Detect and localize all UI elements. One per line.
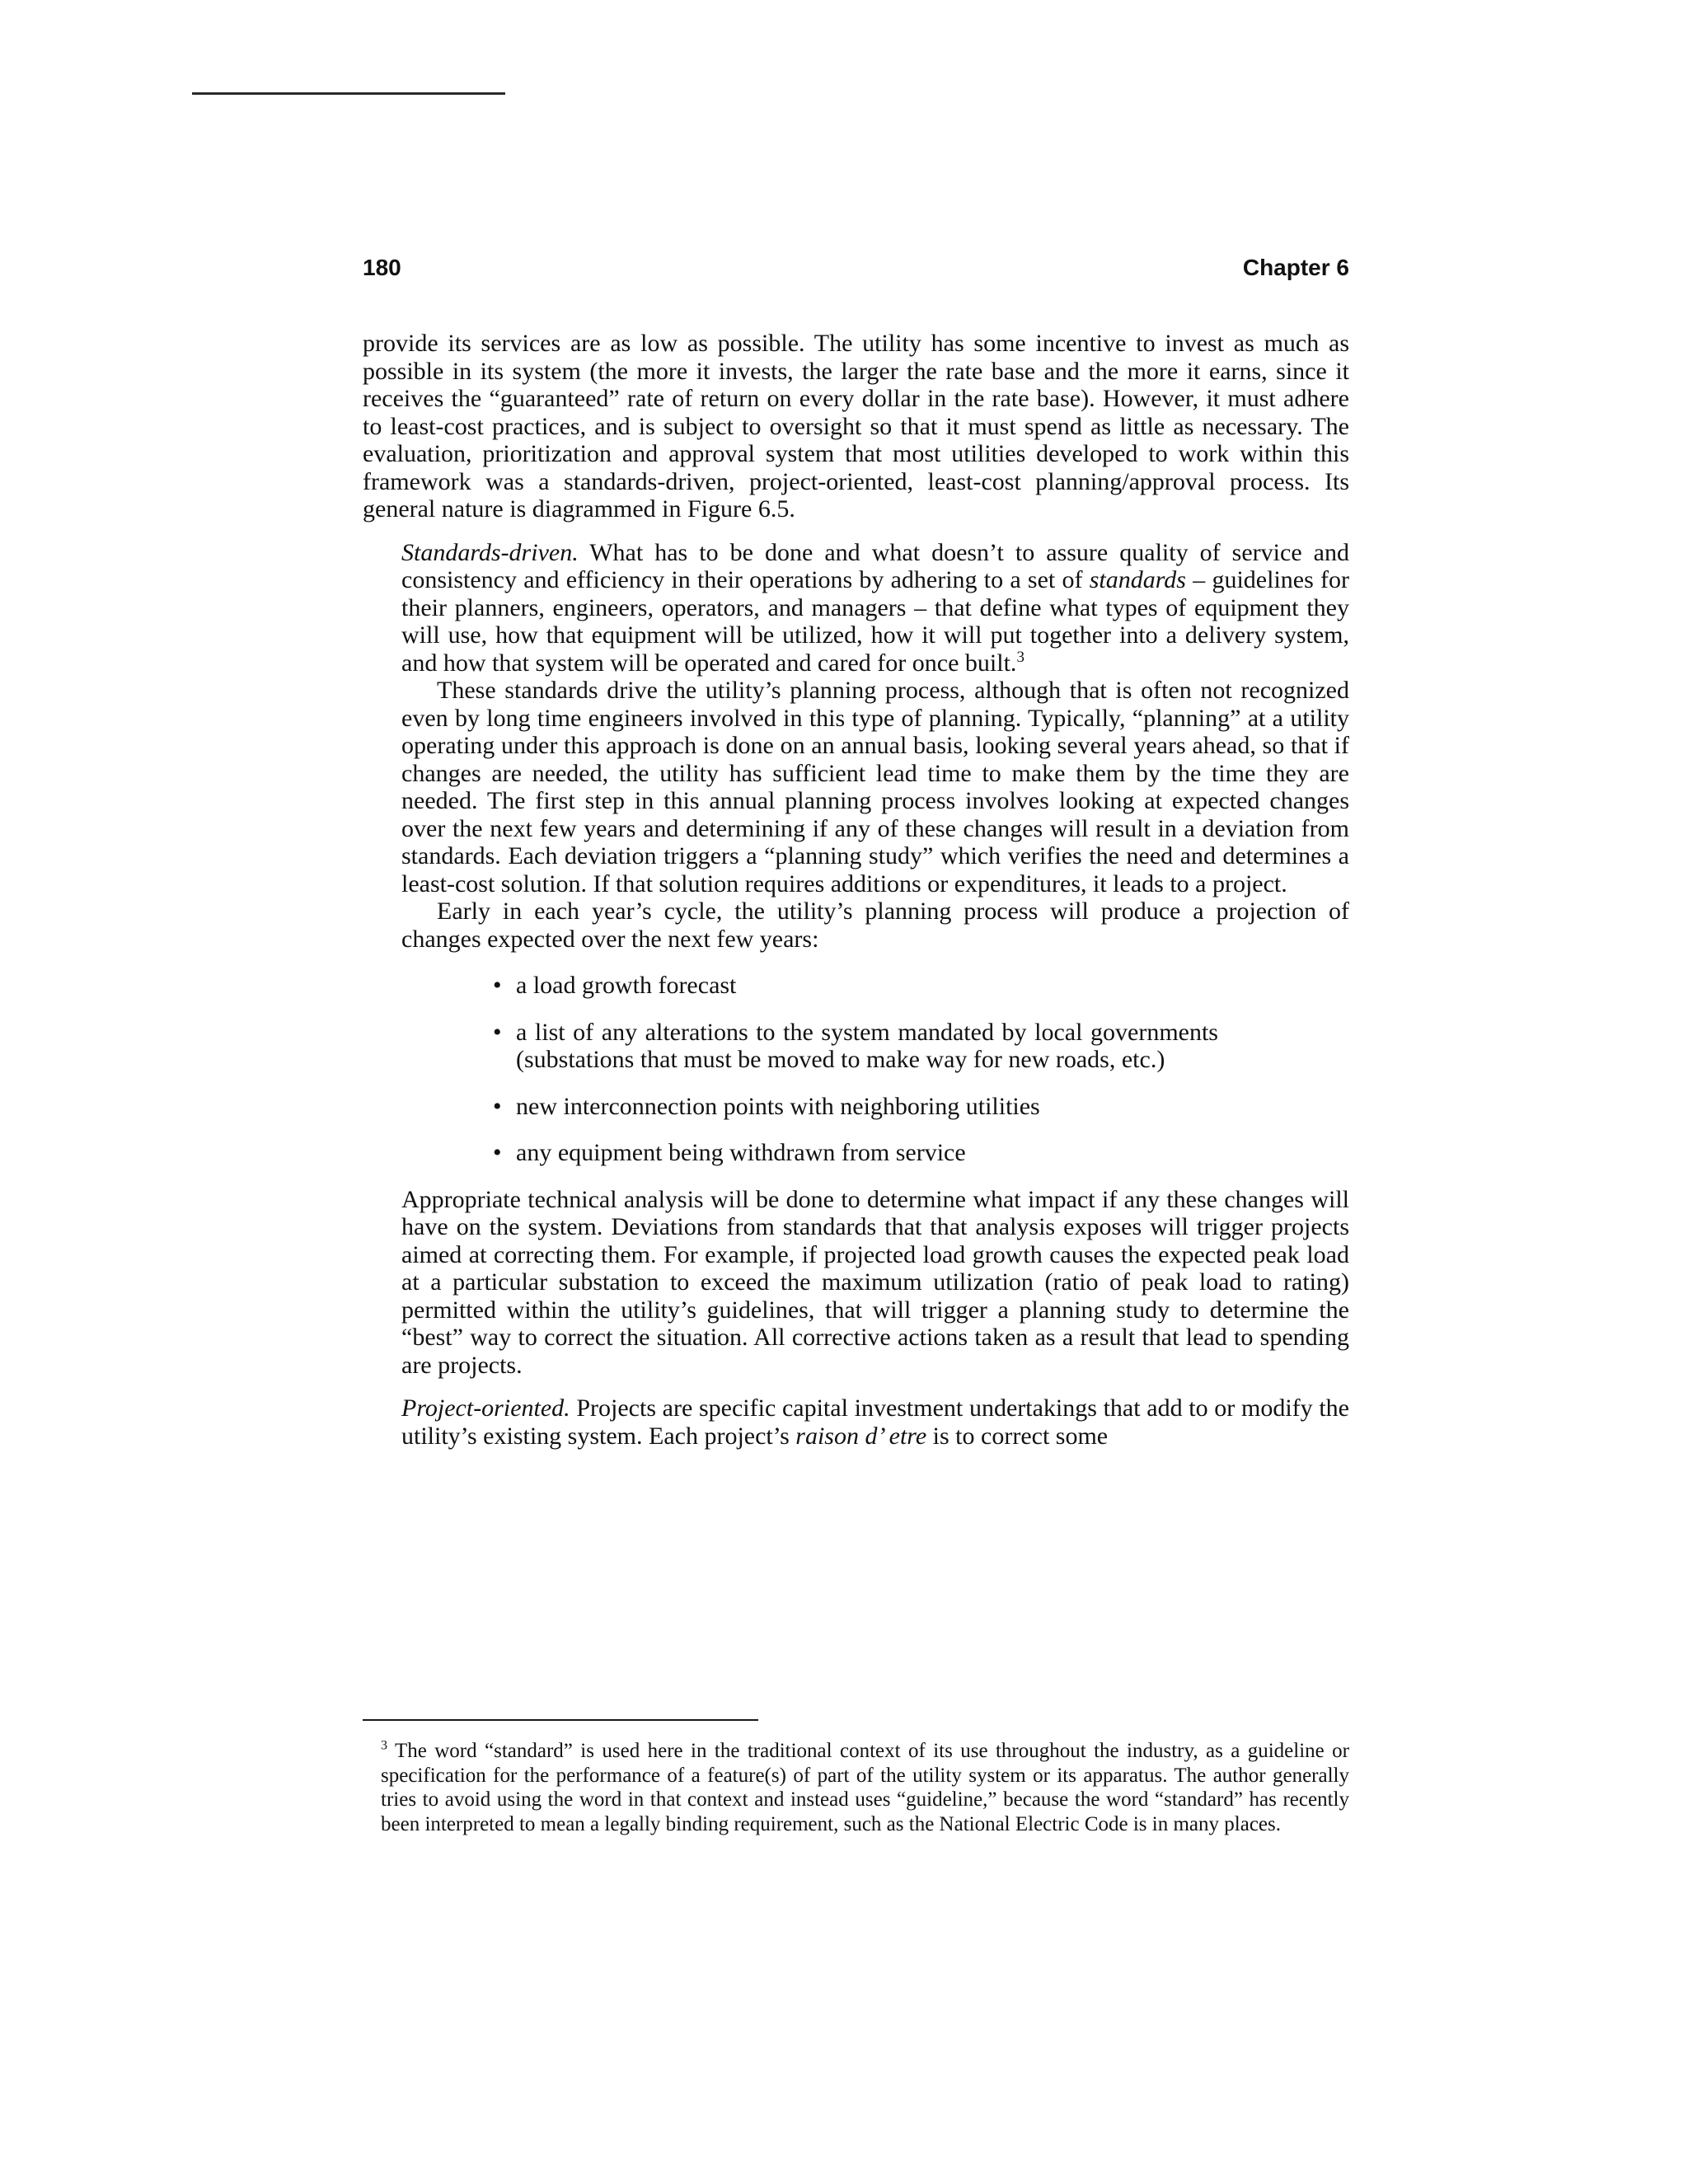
standards-heading: Standards-driven. [401, 538, 579, 566]
early-paragraph: Early in each year’s cycle, the utility’s planning process will produce a projection of changes expected over the next few years: [401, 898, 1349, 953]
intro-paragraph: provide its services are as low as possible. The utility has some incentive to invest as much as possible in its system (the more it invests, the larger the rate base and the more it earns, since it receives the “guaranteed” rate of return on every dollar in the rate base). However, it must adhere to least-cost practices, and is subject to oversight so that it must spend as little as necessary. The evaluation, prioritization and approval system that most utilities developed to work within this framework was a standards-driven, project-oriented, least-cost planning/approval process. Its general nature is diagrammed in Figure 6.5. [363, 330, 1349, 523]
project-emphasis: raison d’ etre [795, 1422, 927, 1450]
list-item-text: a list of any alterations to the system mandated by local governments (substations that must be moved to make way for new roads, etc.) [516, 1018, 1218, 1073]
list-item [493, 972, 1218, 1000]
list-item-text: any equipment being withdrawn from service [516, 1139, 966, 1166]
project-text-b: is to correct some [926, 1422, 1109, 1450]
footnote-ref: 3 [1016, 648, 1025, 666]
changes-list [363, 972, 1218, 1167]
footnote-marker: 3 [381, 1738, 387, 1753]
footnote-rule [363, 1719, 758, 1721]
standards-emphasis: standards [1089, 566, 1186, 593]
standards-text-b: – guidelines for their planners, engineers, operators, and managers – that define what types of equipment they will use, how that equipment will be utilized, how it will put together into a delivery system, and how that system will be operated and cared for once built. [401, 566, 1349, 677]
project-text-a: Projects are specific capital investment undertakings that add to or modify the utility’s existing system. Each project’s [401, 1394, 1349, 1450]
project-heading: Project-oriented. [401, 1394, 570, 1422]
footnote-text: The word “standard” is used here in the traditional context of its use throughout the industry, as a guideline or specification for the performance of a feature(s) of part of the utility system or its apparatus. The author generally tries to avoid using the word in that context and instead uses “guideline,” because the word “standard” has recently been interpreted to mean a legally binding requirement, such as the National Electric Code is in many places. [381, 1740, 1349, 1835]
standards-text-a: What has to be done and what doesn’t to assure quality of service and consistency and efficiency in their operations by adhering to a set of [401, 538, 1349, 593]
page-number: 180 [363, 255, 401, 280]
project-paragraph [401, 1394, 1349, 1450]
list-item [493, 1139, 1218, 1167]
list-item [493, 1093, 1218, 1121]
footnote [381, 1739, 1349, 1836]
chapter-label: Chapter 6 [1242, 255, 1349, 280]
bullet-icon: • [493, 972, 502, 999]
bullet-icon: • [493, 1018, 502, 1046]
body-text [363, 330, 1349, 1450]
bullet-icon: • [493, 1092, 502, 1120]
bullet-icon: • [493, 1139, 502, 1166]
list-item [493, 1019, 1218, 1074]
analysis-paragraph: Appropriate technical analysis will be done to determine what impact if any these changes will have on the system. Deviations from standards that that analysis exposes will trigger projects aimed at correcting them. For example, if projected load growth causes the expected peak load at a particular substation to exceed the maximum utilization (ratio of peak load to rating) permitted within the utility’s guidelines, that will trigger a planning study to determine the “best” way to correct the situation. All corrective actions taken as a result that lead to spending are projects. [401, 1185, 1349, 1379]
list-item-text: a load growth forecast [516, 972, 737, 999]
planning-paragraph: These standards drive the utility’s planning process, although that is often not recognized even by long time engineers involved in this type of planning. Typically, “planning” at a utility operating under this approach is done on an annual basis, looking several years ahead, so that if changes are needed, the utility has sufficient lead time to make them by the time they are needed. The first step in this annual planning process involves looking at expected changes over the next few years and determining if any of these changes will result in a deviation from standards. Each deviation triggers a “planning study” which verifies the need and determines a least-cost solution. If that solution requires additions or expenditures, it leads to a project. [401, 677, 1349, 898]
list-item-text: new interconnection points with neighboring utilities [516, 1092, 1040, 1120]
running-head [363, 251, 1349, 284]
standards-paragraph [401, 539, 1349, 677]
top-rule [192, 92, 505, 95]
